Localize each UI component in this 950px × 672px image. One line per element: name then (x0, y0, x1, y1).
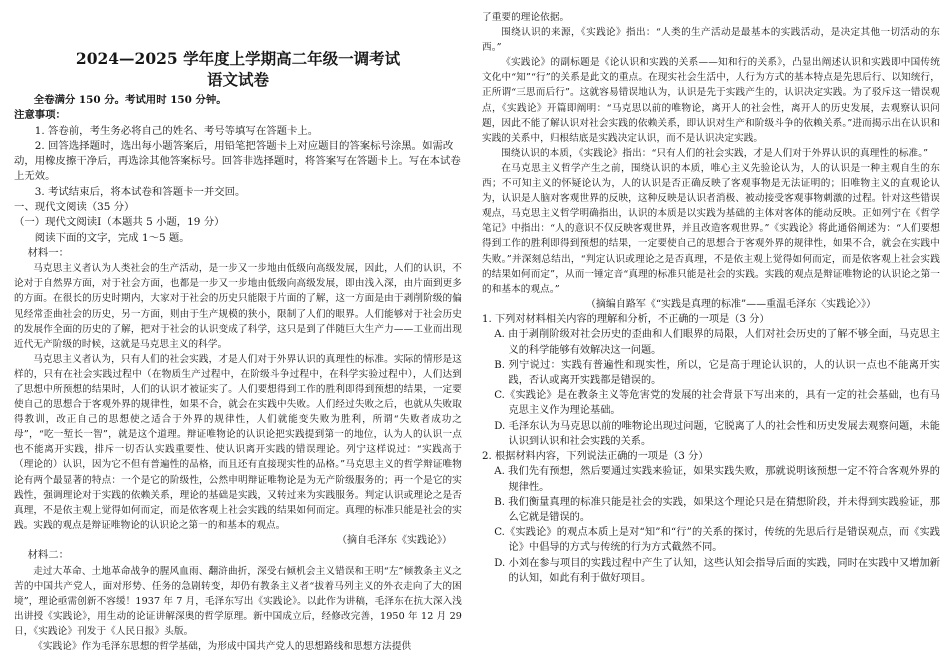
question-2-stem: 2. 根据材料内容，下列说法正确的一项是（3 分） (482, 451, 709, 462)
question-1-option-c: C.《实践论》是在教条主义等危害党的发展的社会背景下写出来的，具有一定的社会基础，也有马克思主义作为理论基础。 (494, 390, 940, 417)
exam-title: 2024—2025 学年度上学期高二年级一调考试 (75, 49, 401, 68)
left-column (14, 10, 462, 672)
material-2-paragraph: 围绕认识的来源，《实践论》指出：“人类的生产活动是最基本的实践活动，是决定其他一切活动的东西。” (482, 27, 940, 54)
notes-heading: 注意事项： (14, 109, 66, 122)
sub-section-heading: （一）现代文阅读Ⅰ（本题共 5 小题，19 分） (14, 216, 225, 229)
note-2: 2. 回答选择题时，选出每小题答案后，用铅笔把答题卡上对应题目的答案标号涂黑。如需改动，用橡皮擦干净后，再选涂其他答案标号。回答非选择题时，将答案写在答题卡上。写在本试卷上无效。 (14, 139, 461, 183)
exam-subtitle: 语文试卷 (206, 70, 269, 89)
material-1-paragraph: 马克思主义者认为人类社会的生产活动，是一步又一步地由低级向高级发展，因此，人们的认识，不论对于自然界方面，对于社会方面，也都是一步又一步地由低级向高级发展，即由浅入深，由片面到更多的方面。在很长的历史时期内，大家对于社会的历史只能限于片面的了解，这一方面是由于剥削阶级的偏见经常歪曲社会的历史，另一方面，则由于生产规模的狭小，限制了人们的眼界。人们能够对于社会历史的发展作全面的历史的了解，把对于社会的认识变成了科学，这只是到了伴随巨大生产力——工业而出现近代无产阶级的时候，这就是马克思主义的科学。 (14, 263, 462, 350)
question-2-option-d: D. 小刘在参与项目的实践过程中产生了认知，这些认知会指导后面的实践，同时在实践中又增加新的认知，如此有利于做好项目。 (494, 557, 940, 584)
section-heading: 一、现代文阅读（35 分） (14, 201, 135, 214)
note-3: 3. 考试结束后，将本试卷和答题卡一并交回。 (34, 185, 246, 198)
question-1-option-d: D. 毛泽东认为马克思以前的唯物论出现过问题，它脱离了人的社会性和历史发展去观察问题，未能认识到认识和社会实践的关系。 (494, 420, 940, 447)
score-line: 全卷满分 150 分。考试用时 150 分钟。 (33, 94, 227, 106)
reading-instruction: 阅读下面的文字，完成 1～5 题。 (34, 231, 190, 244)
material-2-paragraph: 《实践论》的副标题是《论认识和实践的关系——知和行的关系》，凸显出阐述认识和实践即中国传统文化中“知”“行”的关系是此文的重点。在现实社会生活中，人行为方式的基本特点是先思后行、以知统行，正所谓“三思而后行”。这就容易错误地认为，认识是先于实践产生的，认识决定实践。为了驳斥这一错误观点，《实践论》开篇即阐明：“马克思以前的唯物论，离开人的社会性，离开人的历史发展，去观察认识问题，因此不能了解认识对社会实践的依赖关系，即认识对生产和阶级斗争的依赖关系。”进而揭示出在认识和实践的关系中，归根结底是实践决定认识，而不是认识决定实践。 (482, 57, 940, 144)
material-2-paragraph: 在马克思主义哲学产生之前，围绕认识的本质，唯心主义先验论认为，人的认识是一种主观自生的东西；不可知主义的怀疑论认为，人的认识是否正确反映了客观事物是无法证明的；旧唯物主义的直观论认为，认识是人脑对客观世界的反映，这种反映是认识者消极、被动接受客观事物刺激的过程。针对这些错误观点，马克思主义哲学明确指出，认识的本质是以实践为基础的主体对客体的能动反映。正如列宁在《哲学笔记》中指出：“人的意识不仅反映客观世界，并且改造客观世界。”《实践论》将此通俗阐述为：“人们要想得到工作的胜利即得到预想的结果，一定要使自己的思想合于客观外界的规律性，如果不合，就会在实践中失败。”并深刻总结出，“判定认识或理论之是否真理，不是依主观上觉得如何而定，而是依客观上社会实践的结果如何而定”，从而一锤定音“真理的标准只能是社会的实践。实践的观点是辩证唯物论的认识论之第一的和基本的观点。” (482, 162, 940, 295)
material-1-source: （摘自毛泽东《实践论》） (337, 534, 452, 546)
material-2-paragraph: 走过大革命、土地革命战争的腥风血雨、翻浒曲折，深受右倾机会主义错误和王明“左”倾教条主义之苦的中国共产党人，面对形势、任务的急剧转变，却仍有教条主义者“拔着马列主义的外衣走向了大的困境”，理论亟需创新不容缓！1937 年 7 月，毛泽东写出《实践论》。以此作为讲稿，毛泽东在抗大深入浅出讲授《实践论》，用生动的论证讲解深奥的哲学原理。新中国成立后，经修改完善，1950 年 12 月 29 日，《实践论》刊发于《人民日报》头版。 (14, 565, 462, 637)
note-1: 1. 答卷前，考生务必将自己的姓名、考号等填写在答题卡上。 (34, 124, 319, 137)
question-2-option-b: B. 我们衡量真理的标准只能是社会的实践，如果这个理论只是在猜想阶段，并未得到实践验证，那么它就是错误的。 (494, 496, 940, 523)
material-2-source: （摘编自路军《“实践是真理的标准”——重温毛泽东〈实践论〉》） (585, 298, 877, 310)
question-1-option-a: A. 由于剥削阶级对社会历史的歪曲和人们眼界的局限，人们对社会历史的了解不够全面，马克思主义的科学能够有效解决这一问题。 (494, 329, 940, 356)
material-1-label: 材料一： (27, 246, 70, 259)
material-2-label: 材料二： (27, 549, 70, 562)
right-column (482, 10, 940, 672)
question-1-option-b: B. 列宁说过：实践有普遍性和现实性，所以，它是高于理论认识的，人的认识一点也不能离开实践，否认或离开实践都是错误的。 (494, 359, 940, 386)
material-2-paragraph: 围绕认识的本质，《实践论》指出：“只有人们的社会实践，才是人们对于外界认识的真理性的标准。” (501, 147, 929, 159)
material-1-paragraph: 马克思主义者认为，只有人们的社会实践，才是人们对于外界认识的真理性的标准。实际的情形是这样的，只有在社会实践过程中（在物质生产过程中，在阶级斗争过程中，在科学实验过程中），人们达到了思想中所预想的结果时，人们的认识才被证实了。人们要想得到工作的胜利即得到预想的结果，一定要使自己的思想合于客观外界的规律性，如果不合，就会在实践中失败。人们经过失败之后，也就从失败取得教训，改正自己的思想使之适合于外界的规律性，人们就能变失败为胜利，所谓“失败者成功之母”，“吃一堑长一智”，就是这个道理。辩证唯物论的认识论把实践提到第一的地位，认为人的认识一点也不能离开实践，排斥一切否认实践重要性、使认识离开实践的错误理论。列宁这样说过：“实践高于（理论的）认识，因为它不但有普遍性的品格，而且还有直接现实性的品格。”马克思主义的哲学辩证唯物论有两个最显著的特点：一个是它的阶级性，公然申明辩证唯物论是为无产阶级服务的；再一个是它的实践性，强调理论对于实践的依赖关系，理论的基础是实践，又转过来为实践服务。判定认识或理论之是否真理，不是依主观上觉得如何而定，而是依客观上社会实践的结果如何而定。真理的标准只能是社会的实践。实践的观点是辩证唯物论的认识论之第一的和基本的观点。 (14, 353, 462, 531)
material-2-continuation: 了重要的理论依据。 (482, 12, 570, 23)
question-2-option-c: C.《实践论》的观点本质上是对“知”和“行”的关系的探讨，传统的先思后行是错误观点，而《实践论》中倡导的方式与传统的行为方式截然不同。 (494, 527, 940, 554)
question-1-stem: 1. 下列对材料相关内容的理解和分析，不正确的一项是（3 分） (482, 314, 770, 326)
question-2-option-a: A. 我们先有预想，然后要通过实践来验证，如果实践失败，那就说明该预想一定不符合客观外界的规律性。 (494, 466, 940, 493)
material-2-paragraph: 《实践论》作为毛泽东思想的哲学基础，为形成中国共产党人的思想路线和思想方法提供 (33, 641, 412, 653)
